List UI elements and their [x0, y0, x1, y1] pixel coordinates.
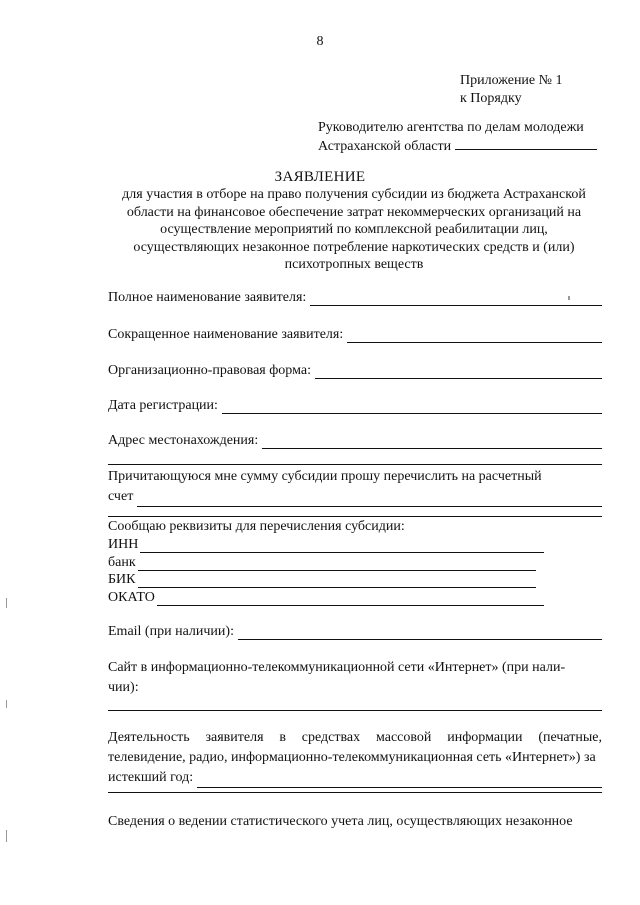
website-line: [108, 710, 602, 711]
okato-line: [157, 593, 544, 606]
address-line: [262, 436, 602, 449]
inn-field: [108, 537, 544, 553]
bik-line: [138, 575, 537, 588]
legal-form-label: Организационно-правовая форма:: [108, 363, 311, 378]
full-name-field: [108, 290, 602, 306]
media-last: истекший год:: [108, 768, 602, 788]
website-paragraph: [108, 658, 602, 698]
media-paragraph: [108, 728, 602, 788]
media-line-2: [108, 792, 602, 793]
bik-label: БИК: [108, 572, 136, 587]
stats-paragraph: Сведения о ведении статистического учета лиц, осуществляющих незаконное: [108, 814, 573, 829]
transfer-paragraph: [108, 467, 602, 507]
media-text: Деятельность заявителя в средствах массовой информации (печатные, телевидение, радио, информационно-телекоммуникационная сеть «Интернет») за: [108, 730, 602, 765]
address-label: Адрес местонахождения:: [108, 433, 259, 448]
inn-line: [140, 540, 544, 553]
transfer-line1: Причитающуюся мне сумму субсидии прошу перечислить на расчетный: [108, 469, 542, 484]
short-name-label: Сокращенное наименование заявителя:: [108, 327, 344, 342]
bank-label: банк: [108, 555, 136, 570]
appendix-note: [460, 72, 630, 108]
appendix-line: Приложение № 1: [460, 73, 563, 88]
okato-label: ОКАТО: [108, 590, 155, 605]
document-title: ЗАЯВЛЕНИЕ: [274, 169, 366, 185]
full-name-line: [310, 293, 602, 306]
addressee-blank: [455, 138, 597, 150]
appendix-ref: к Порядку: [460, 91, 522, 106]
website-line2: чии):: [108, 680, 139, 695]
scan-mark: [568, 296, 570, 300]
legal-form-field: [108, 363, 602, 379]
addressee-line2: Астраханской области: [318, 137, 618, 156]
account-line-2: [108, 516, 602, 517]
transfer-line2: счет: [108, 487, 602, 507]
page-number: 8: [316, 34, 324, 49]
media-year-line: [197, 775, 602, 788]
short-name-field: [108, 327, 602, 343]
full-name-label: Полное наименование заявителя:: [108, 290, 307, 305]
bik-field: [108, 572, 536, 588]
email-field: [108, 624, 602, 640]
scan-mark: [6, 830, 7, 842]
account-line: [137, 494, 602, 507]
requisites-heading: Сообщаю реквизиты для перечисления субсидии:: [108, 519, 405, 534]
reg-date-line: [222, 401, 602, 414]
bank-line: [138, 558, 536, 571]
legal-form-line: [315, 366, 602, 379]
scan-mark: [6, 598, 7, 608]
bank-field: [108, 555, 536, 571]
address-line-2: [108, 464, 602, 465]
reg-date-label: Дата регистрации:: [108, 398, 218, 413]
intro-text: для участия в отборе на право получения субсидии из бюджета Астраханской области на финансовое обеспечение затрат некоммерческих организаций на осуществление мероприятий по комплексной реабилитации лиц, осуществляющих незаконное потребление наркотических средств и (или) психотропных веществ: [122, 187, 586, 272]
addressee: [318, 118, 618, 156]
reg-date-field: [108, 398, 602, 414]
short-name-line: [347, 330, 602, 343]
address-field: [108, 433, 602, 449]
okato-field: [108, 590, 544, 606]
email-label: Email (при наличии):: [108, 624, 234, 639]
website-line1: Сайт в информационно-телекоммуникационной сети «Интернет» (при нали-: [108, 660, 566, 675]
scan-mark: [6, 700, 7, 708]
inn-label: ИНН: [108, 537, 139, 552]
email-line: [238, 627, 602, 640]
addressee-line1: Руководителю агентства по делам молодежи: [318, 120, 584, 135]
